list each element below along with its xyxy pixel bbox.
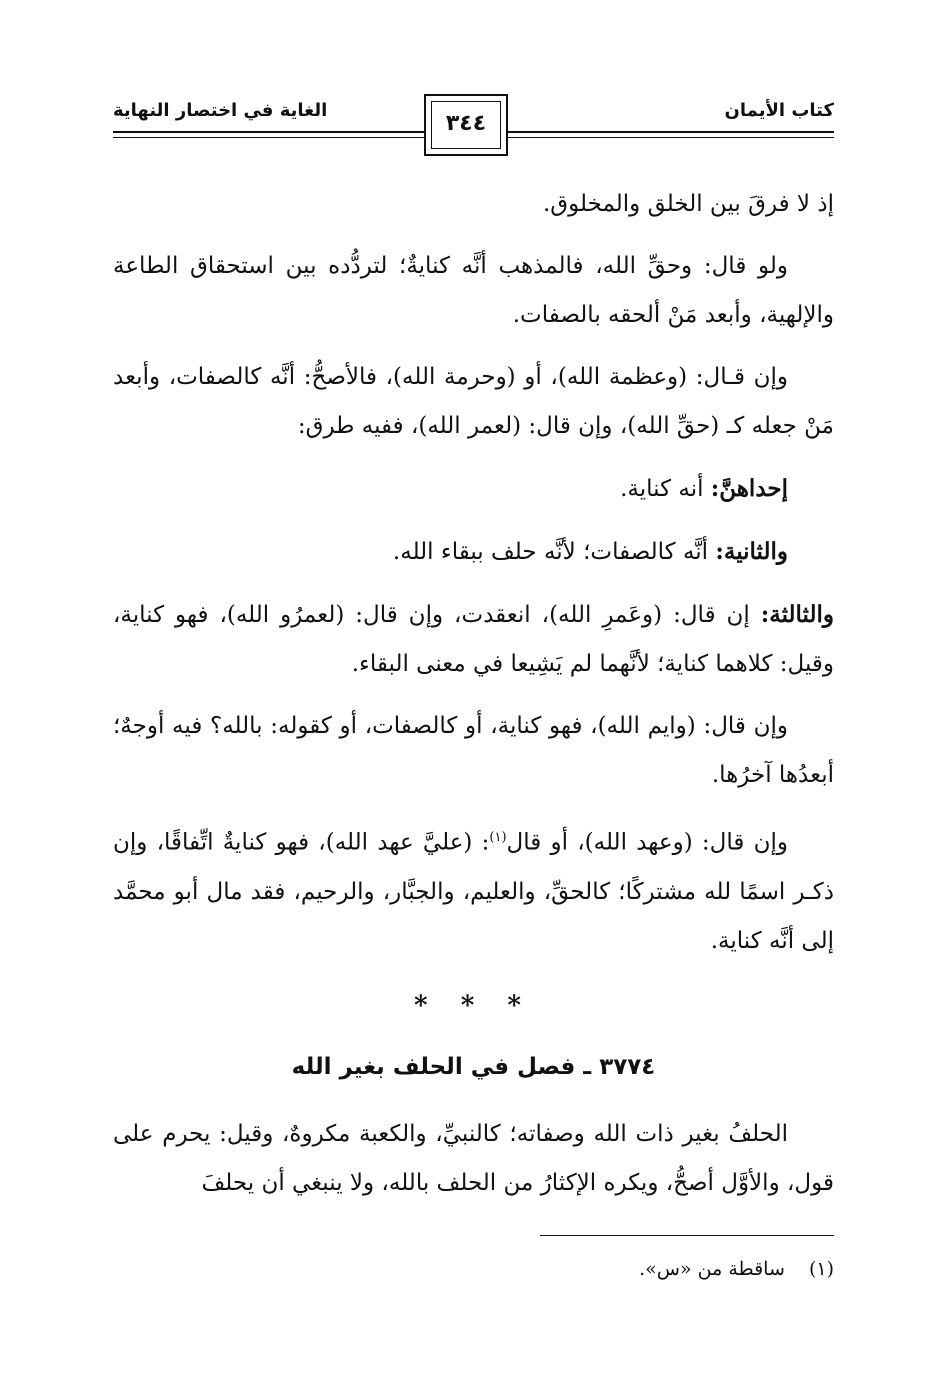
- paragraph-text: وإن قال: (وعهد الله)، أو قال: [506, 829, 788, 856]
- paragraph: [113, 590, 834, 689]
- paragraph-text: إن قال: (وعَمرِ الله)، انعقدت، وإن قال: (لعمرُو الله)، فهو كناية، وقيل: كلاهما كناية؛ لأنَّهما لم يَشِيعا في معنى البقاء.: [113, 602, 834, 677]
- paragraph-text: : (عليَّ عهد الله)، فهو كنايةٌ اتِّفاقًا، وإن ذكـر اسمًا لله مشتركًا؛ كالحقِّ، والعليم، والجبَّار، والرحيم، فقد مال أبو محمَّد إلى أنَّه كناية.: [113, 829, 834, 954]
- paragraph: ولو قال: وحقِّ الله، فالمذهب أنَّه كنايةٌ؛ لتردُّده بين استحقاق الطاعة والإلهية، وأبعد مَنْ ألحقه بالصفات.: [113, 253, 834, 328]
- paragraph: [113, 527, 834, 577]
- paragraph-label: والثالثة:: [760, 601, 834, 628]
- page-number-frame: [424, 94, 508, 156]
- section-heading: ٣٧٧٤ ـ فصل في الحلف بغير الله: [291, 1053, 656, 1080]
- footnote-rule: [540, 1235, 834, 1236]
- paragraph: وإن قـال: (وعظمة الله)، أو (وحرمة الله)، فالأصحُّ: أنَّه كالصفات، وأبعد مَنْ جعله كـ (حقِّ الله)، وإن قال: (لعمر الله)، ففيه طرق:: [113, 364, 834, 439]
- running-header-book-title: الغاية في اختصار النهاية: [113, 100, 328, 121]
- paragraph-text: أنَّه كالصفات؛ لأنَّه حلف ببقاء الله.: [392, 539, 716, 565]
- main-text: [113, 180, 834, 1221]
- section-separator: * * *: [414, 990, 533, 1021]
- paragraph: وإن قال: (وايم الله)، فهو كناية، أو كالصفات، أو كقوله: بالله؟ فيه أوجهٌ؛ أبعدُها آخرُها.: [113, 713, 834, 788]
- paragraph-label: إحداهنَّ:: [710, 475, 788, 502]
- paragraph: إذ لا فرقَ بين الخلق والمخلوق.: [542, 191, 834, 217]
- footnote: [639, 1258, 834, 1280]
- paragraph: الحلفُ بغير ذات الله وصفاته؛ كالنبيِّ، والكعبة مكروهٌ، وقيل: يحرم على قول، والأوَّل أصحُّ، ويكره الإكثارُ من الحلف بالله، ولا ينبغي أن يحلفَ: [113, 1120, 834, 1196]
- footnote-number: (١): [808, 1258, 834, 1280]
- footnote-text: ساقطة من «س».: [639, 1258, 785, 1280]
- paragraph: [113, 813, 834, 966]
- footnote-reference[interactable]: (١): [489, 830, 507, 845]
- paragraph-label: والثانية:: [715, 538, 788, 565]
- paragraph-text: أنه كناية.: [620, 476, 711, 502]
- paragraph: [113, 464, 834, 514]
- page-number: ٣٤٤: [445, 111, 487, 136]
- running-header-chapter: كتاب الأيمان: [724, 100, 834, 121]
